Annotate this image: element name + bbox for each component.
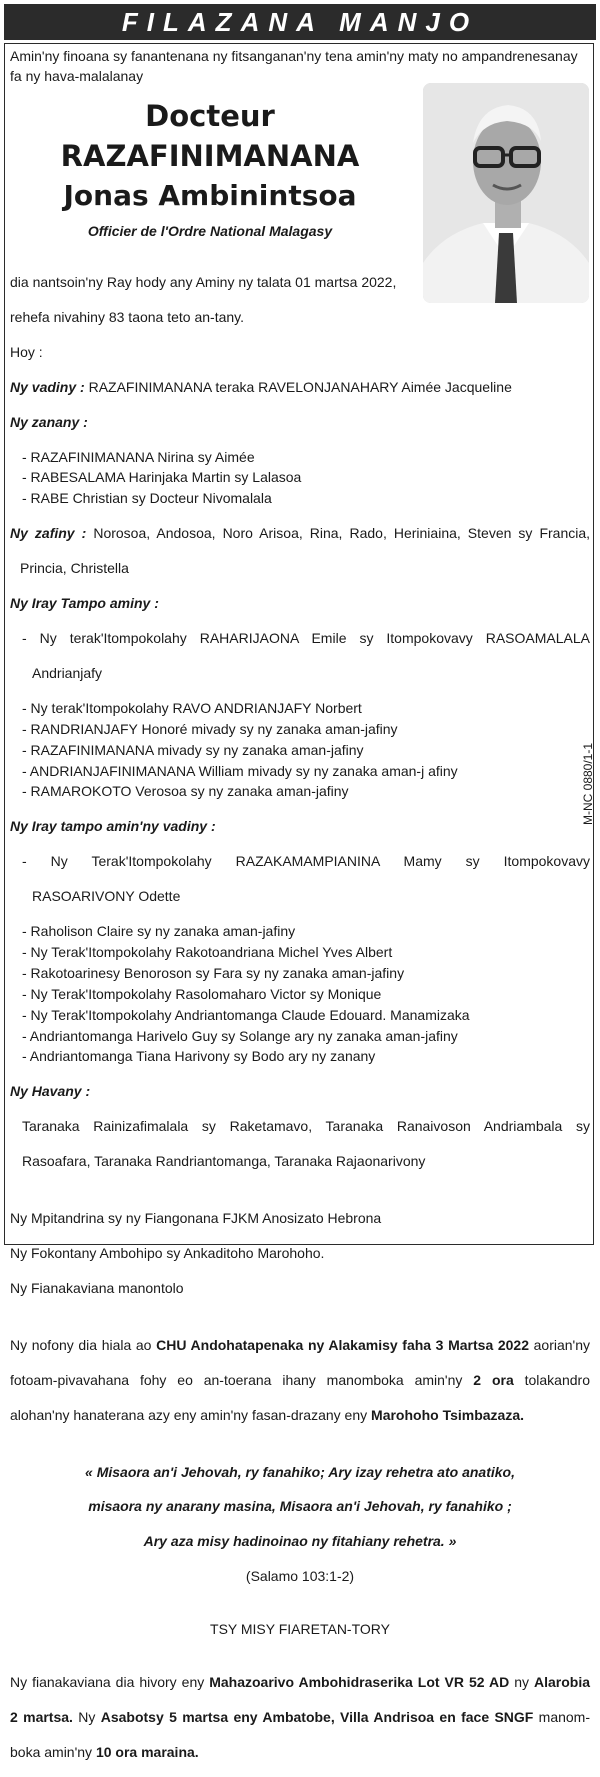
- reference-code-text: M-NC 0880/1-1: [581, 742, 595, 826]
- intro-text: [10, 46, 590, 87]
- visit-text: ny: [509, 1674, 534, 1691]
- spouse-line: [10, 377, 590, 398]
- deceased-name-block: [10, 96, 410, 242]
- others-line-3: Ny Fianakaviana manontolo: [10, 1279, 184, 1296]
- notice-title: FILAZANA MANJO: [4, 4, 596, 40]
- list-item: - Ny Terak'Itompokolahy Rasolomaharo Victor sy Monique: [22, 985, 382, 1002]
- others-line-1: Ny Mpitandrina sy ny Fiangonana FJKM Anosizato Hebrona: [10, 1210, 382, 1227]
- announcement-time: 2 ora: [473, 1371, 514, 1388]
- visit-text: boka amin'ny: [10, 1743, 96, 1760]
- list-item: - RABESALAMA Harinjaka Martin sy Lalasoa: [22, 469, 302, 486]
- quote-reference: (Salamo 103:1-2): [245, 1568, 355, 1585]
- relatives-line-2: Rasoafara, Taranaka Randriantomanga, Taranaka Rajaonarivony: [22, 1153, 426, 1170]
- grandchildren-line: [10, 523, 590, 544]
- notice-body: [10, 258, 590, 1777]
- announcement-text: Ny nofony dia hiala ao: [10, 1336, 157, 1353]
- spouse-label: Ny vadiny :: [10, 378, 85, 395]
- quote-line-3: Ary aza misy hadinoinao ny fitahiany rehetra. »: [143, 1533, 457, 1550]
- quote-line-1: « Misaora an'i Jehovah, ry fanahiko; Ary izay rehetra ato anatiko,: [85, 1463, 515, 1480]
- given-names: Jonas Ambinintsoa: [63, 179, 357, 212]
- intro-paragraph: Amin'ny finoana sy fanantenana ny fitsanganan'ny tena amin'ny maty no ampandrenesanay fa ny hava-malalanay: [10, 48, 578, 85]
- visit-time: 10 ora maraina.: [95, 1743, 199, 1760]
- grandchildren-names-2: Princia, Christella: [20, 560, 129, 577]
- announcement-text: alohan'ny hanaterana azy eny amin'ny fasan-drazany eny: [10, 1406, 372, 1423]
- announcement-line-1: [10, 1335, 590, 1356]
- list-item: - RAMAROKOTO Verosoa sy ny zanaka aman-jafiny: [22, 783, 349, 800]
- family-visit-line-3: [10, 1742, 590, 1763]
- others-line-2: Ny Fokontany Ambohipo sy Ankaditoho Marohoho.: [10, 1245, 325, 1261]
- list-item: - Ny Terak'Itompokolahy Andriantomanga Claude Edouard. Manamizaka: [22, 1006, 470, 1023]
- list-item: - Ny terak'Itompokolahy RAVO ANDRIANJAFY Norbert: [22, 699, 362, 716]
- announcement-text: tolakandro: [513, 1371, 590, 1388]
- announcement-line-2: [10, 1370, 590, 1391]
- list-item: - Raholison Claire sy ny zanaka aman-jafiny: [22, 923, 296, 940]
- death-line-1: dia nantsoin'ny Ray hody any Aminy ny talata 01 martsa 2022,: [10, 274, 397, 290]
- no-flowers-notice: TSY MISY FIARETAN-TORY: [210, 1621, 390, 1638]
- relatives-label: Ny Havany :: [10, 1083, 91, 1100]
- relatives-line-1: Taranaka Rainizafimalala sy Raketamavo, Taranaka Ranaivoson Andriambala sy: [22, 1118, 590, 1135]
- list-item-continued: Andrianjafy: [32, 664, 103, 681]
- spouse-siblings-label: Ny Iray tampo amin'ny vadiny :: [10, 818, 216, 835]
- spouse-name: RAZAFINIMANANA teraka RAVELONJANAHARY Aimée Jacqueline: [88, 378, 512, 395]
- visit-text: Ny: [72, 1708, 101, 1725]
- visit-day: Alarobia: [533, 1674, 590, 1691]
- quote-line-2: misaora ny anarany masina, Misaora an'i Jehovah, ry fanahiko ;: [88, 1498, 512, 1515]
- death-line-3: Hoy :: [10, 343, 43, 360]
- visit-place: Mahazoarivo Ambohidraserika Lot VR 52 AD: [209, 1674, 510, 1691]
- siblings-label: Ny Iray Tampo aminy :: [10, 595, 159, 612]
- visit-date: 2 martsa.: [10, 1708, 73, 1725]
- visit-text: manom-: [533, 1708, 591, 1725]
- surname: RAZAFINIMANANA: [60, 139, 360, 173]
- reference-code: [578, 735, 595, 835]
- announcement-text: fotoam-pivavahana fohy eo an-toerana ihany manomboka amin'ny: [10, 1371, 474, 1388]
- visit-text: Ny fianakaviana dia hivory eny: [10, 1674, 210, 1691]
- children-label: Ny zanany :: [10, 413, 88, 430]
- list-item: - RABE Christian sy Docteur Nivomalala: [22, 490, 272, 507]
- announcement-line-3: [10, 1405, 590, 1426]
- list-item: - RANDRIANJAFY Honoré mivady sy ny zanaka aman-jafiny: [22, 720, 398, 737]
- list-item: - Ny terak'Itompokolahy RAHARIJAONA Emile sy Itompokovavy RASOAMALALA: [22, 629, 590, 646]
- list-item: - RAZAFINIMANANA Nirina sy Aimée: [22, 448, 255, 465]
- announcement-text: aorian'ny: [529, 1336, 590, 1353]
- grandchildren-label: Ny zafiny :: [10, 525, 87, 542]
- family-visit-line-2: [10, 1707, 590, 1728]
- distinction: Officier de l'Ordre National Malagasy: [87, 223, 333, 239]
- list-item: - RAZAFINIMANANA mivady sy ny zanaka aman-jafiny: [22, 741, 364, 758]
- list-item: - Ny Terak'Itompokolahy Rakotoandriana Michel Yves Albert: [22, 943, 393, 960]
- visit-place-2: Asabotsy 5 martsa eny Ambatobe, Villa Andrisoa en face SNGF: [100, 1708, 534, 1725]
- family-visit-line-1: [10, 1672, 590, 1693]
- honorific: Docteur: [145, 99, 275, 133]
- announcement-place: CHU Andohatapenaka ny Alakamisy faha 3 Martsa 2022: [156, 1336, 529, 1353]
- list-item: - Ny Terak'Itompokolahy RAZAKAMAMPIANINA Mamy sy Itompokovavy: [22, 853, 590, 870]
- burial-place: Marohoho Tsimbazaza.: [371, 1406, 525, 1423]
- death-line-2: rehefa nivahiny 83 taona teto an-tany.: [10, 308, 245, 325]
- list-item-continued: RASOARIVONY Odette: [32, 888, 181, 905]
- list-item: - Rakotoarinesy Benoroson sy Fara sy ny zanaka aman-jafiny: [22, 964, 405, 981]
- list-item: - ANDRIANJAFINIMANANA William mivady sy ny zanaka aman-j afiny: [22, 762, 458, 779]
- list-item: - Andriantomanga Tiana Harivony sy Bodo ary ny zanany: [22, 1048, 376, 1065]
- list-item: - Andriantomanga Harivelo Guy sy Solange ary ny zanaka aman-jafiny: [22, 1027, 458, 1044]
- grandchildren-names: Norosoa, Andosoa, Noro Arisoa, Rina, Rado, Heriniaina, Steven sy Francia,: [93, 525, 591, 542]
